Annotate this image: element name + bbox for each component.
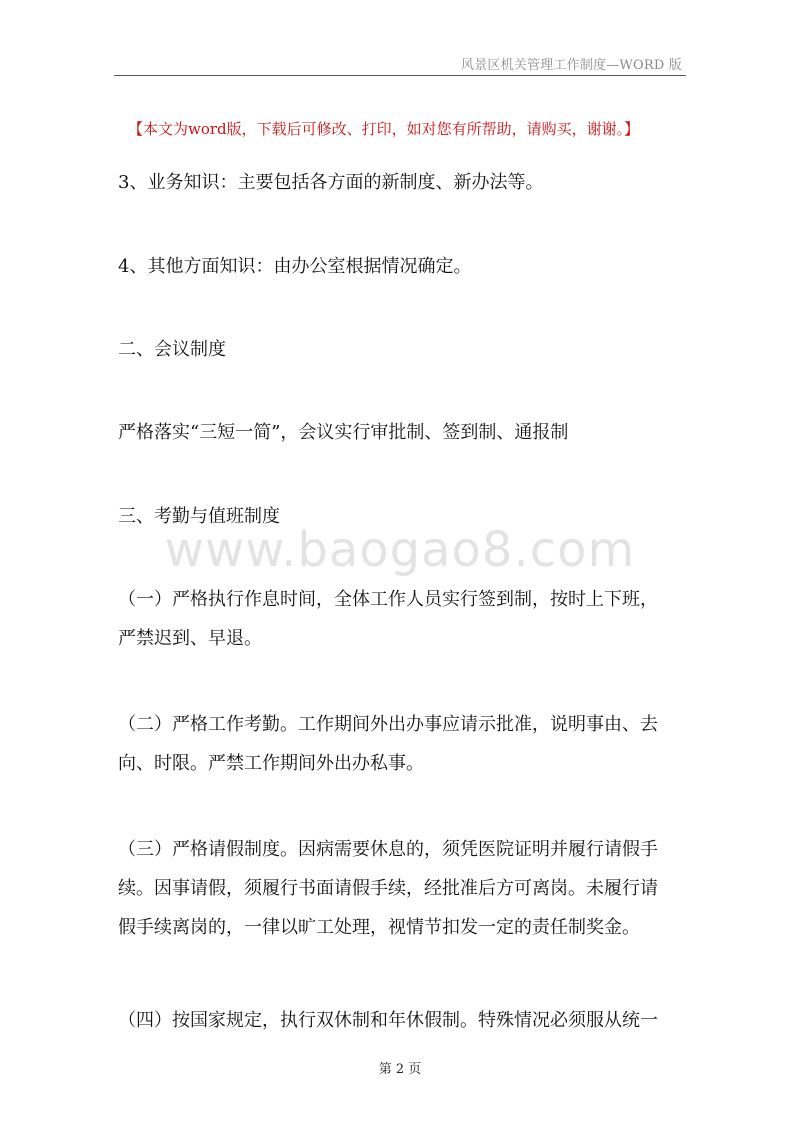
paragraph-other-knowledge <box>118 247 688 286</box>
paragraph-item-1 <box>118 580 688 658</box>
paragraph-business-knowledge <box>118 163 688 202</box>
paragraph-line: 4、其他方面知识：由办公室根据情况确定。 <box>118 256 472 277</box>
paragraph-item-4 <box>118 1001 688 1040</box>
watermark-text: www.baogao8.com <box>164 522 636 578</box>
paragraph-line: 三、考勤与值班制度 <box>118 506 280 527</box>
paragraph-line: 向、时限。严禁工作期间外出办私事。 <box>118 753 424 774</box>
section-heading-attendance <box>118 497 688 536</box>
purchase-notice: 【本文为word版，下载后可修改、打印，如对您有所帮助，请购买，谢谢。】 <box>128 120 640 138</box>
paragraph-line: （二）严格工作考勤。工作期间外出办事应请示批准，说明事由、去 <box>118 714 658 735</box>
paragraph-line: 严禁迟到、早退。 <box>118 628 262 649</box>
paragraph-line: 3、业务知识：主要包括各方面的新制度、新办法等。 <box>118 172 544 193</box>
header-title: 风景区机关管理工作制度—WORD 版 <box>461 58 682 73</box>
paragraph-item-3 <box>118 830 688 947</box>
paragraph-line: 严格落实“三短一简”，会议实行审批制、签到制、通报制 <box>118 422 569 443</box>
paragraph-item-2 <box>118 705 688 783</box>
section-heading-meeting <box>118 330 688 369</box>
paragraph-line: 假手续离岗的，一律以旷工处理，视情节扣发一定的责任制奖金。 <box>118 917 640 938</box>
paragraph-line: 续。因事请假，须履行书面请假手续，经批准后方可离岗。未履行请 <box>118 878 658 899</box>
header-divider <box>114 75 686 76</box>
page-number: 第 2 页 <box>378 1062 422 1077</box>
paragraph-meeting-rules <box>118 413 688 452</box>
paragraph-line: （一）严格执行作息时间，全体工作人员实行签到制，按时上下班， <box>118 589 658 610</box>
paragraph-line: （四）按国家规定，执行双休制和年休假制。特殊情况必须服从统一 <box>118 1010 658 1031</box>
paragraph-line: （三）严格请假制度。因病需要休息的，须凭医院证明并履行请假手 <box>118 839 658 860</box>
paragraph-line: 二、会议制度 <box>118 339 226 360</box>
